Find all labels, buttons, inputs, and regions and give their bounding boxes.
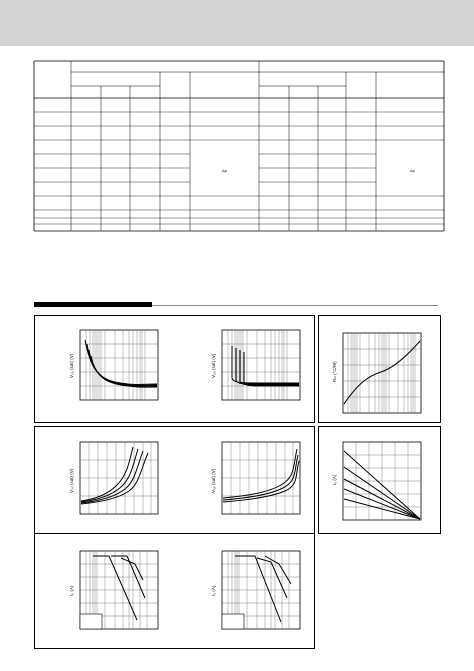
panel-a-graphs [35,316,316,424]
graph-collector-current-1 [332,442,421,520]
characteristics-panel-a [34,315,315,423]
panel-d-graph [319,427,442,535]
graph-vce-sat-2 [211,330,300,400]
spec-table [0,0,474,240]
graph-thermal-resistance [332,333,421,413]
graph-7-y-label: I₀ (A) [69,585,74,596]
graph-5-y-label: V₀₀ (sat) (V) [211,468,216,493]
characteristics-panel-d [318,426,441,534]
panel-b-graph [319,316,442,424]
characteristics-panel-c [34,426,315,534]
characteristics-panel-b [318,315,441,423]
graph-6-y-label: I₀ (A) [332,474,337,485]
graph-collector-current-2 [69,551,158,629]
graph-vce-sat-4 [211,442,300,514]
table-note-left: Δp [222,168,227,173]
graph-8-y-label: I₀ (A) [211,585,216,596]
graph-4-y-label: V₀₀ (sat) (V) [69,468,74,493]
characteristics-panel-e [34,533,315,649]
table-note-right: Δp [410,168,415,173]
graph-collector-current-3 [211,551,300,629]
panel-e-graphs [35,534,316,650]
graph-1-y-label: V₀₀ (sat) (V) [69,353,74,378]
panel-c-graphs [35,427,316,535]
section-marker-bar [34,302,152,307]
graph-3-y-label: Rₕₗ (°C/W) [332,361,337,382]
graph-vce-sat-3 [69,442,158,514]
graph-vce-sat-1 [69,330,158,400]
graph-2-y-label: V₀₀ (sat) (V) [211,353,216,378]
